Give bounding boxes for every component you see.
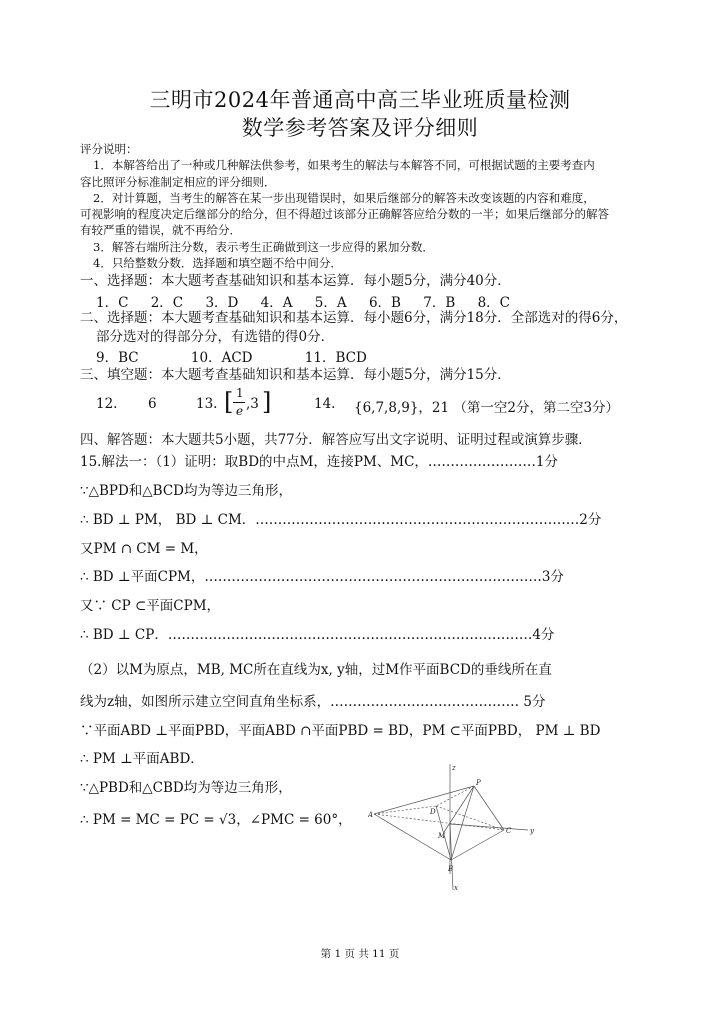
solution-line: ∴ BD ⊥ PM， BD ⊥ CM．………………………………………………………………2分 [80,512,602,528]
answer-item: 2．C [150,295,184,311]
section3-heading: 三、填空题：本大题考查基础知识和基本运算．每小题5分，满分15分． [80,367,511,383]
label-M: M [438,832,446,840]
section2-answers [96,346,415,366]
note-2c: 有较严重的错误，就不再给分． [80,223,241,237]
solution-line: ∴ BD ⊥ CP．………………………………………………………………………4分 [80,627,555,643]
solution-line: 又PM ∩ CM = M， [80,541,208,557]
solution-line: 线为z轴，如图所示建立空间直角坐标系，…………………………………… 5分 [80,694,546,710]
section3-answers [96,388,676,432]
solution-line: ∵△BPD和△BCD均为等边三角形， [80,483,293,499]
bracket-right: ] [262,388,272,416]
label-C: C [506,827,512,835]
solution-line: ∴ PM = MC = PC = √3，∠PMC = 60°， [80,812,352,828]
note-1a: 1．本解答给出了一种或几种解法供参考，如果考生的解法与本解答不同，可根据试题的主要考查内 [93,158,595,172]
edge-PC [474,786,504,830]
label-y: y [530,827,534,835]
label-A: A [368,811,374,819]
note-3: 3．解答右端所注分数，表示考生正确做到这一步应得的累加分数． [93,240,434,254]
section2-heading-b: 部分选对的得部分分，有选错的得0分． [96,329,335,345]
answer-item: 3．D [205,295,239,311]
note-1b: 容比照评分标准制定相应的评分细则． [80,175,276,189]
q13-number: 13. [196,396,218,412]
section1-heading: 一、选择题：本大题考查基础知识和基本运算．每小题5分，满分40分． [80,273,511,289]
q14-answer: {6,7,8,9}，21 （第一空2分，第二空3分） [354,400,620,416]
answer-item: 9．BC [96,350,139,366]
document-subtitle: 数学参考答案及评分细则 [241,116,479,140]
answer-item: 11．BCD [304,350,367,366]
q12-answer: 6 [148,396,157,412]
answer-item: 10．ACD [190,350,253,366]
q12-number: 12. [96,396,118,412]
section4-heading: 四、解答题：本大题共5小题，共77分．解答应写出文字说明、证明过程或演算步骤． [80,432,592,448]
label-P: P [476,779,481,787]
solution-line: （2）以M为原点，MB, MC所在直线为x, y轴，过M作平面BCD的垂线所在直 [80,662,552,678]
section2-heading-a: 二、选择题：本大题考查基础知识和基本运算．每小题6分，满分18分．全部选对的得6分， [80,310,628,326]
note-2a: 2．对计算题，当考生的解答在某一步出现错误时，如果后继部分的解答未改变该题的内容和难度， [93,191,595,205]
solution-line: ∵平面ABD ⊥平面PBD，平面ABD ∩平面PBD = BD，PM ⊂平面PBD， PM ⊥ BD [80,723,601,739]
label-B: B [448,865,454,873]
answer-item: 7．B [423,295,456,311]
q14-number: 14. [314,396,336,412]
solution-line: 15.解法一：（1）证明：取BD的中点M，连接PM、MC，……………………1分 [80,454,559,470]
q13-answer-tail: ,3 [246,396,259,412]
bracket-left: [ [224,388,234,416]
answer-item: 4．A [260,295,293,311]
page-footer: 第 1 页 共 11 页 [320,948,400,960]
edge-AD [374,806,436,814]
answer-item: 6．B [368,295,401,311]
label-x: x [454,884,458,892]
label-z: z [452,764,456,772]
edge-PD [436,786,474,806]
fraction-numerator: 1 [236,386,244,400]
scoring-notes-heading: 评分说明： [80,142,138,156]
solution-line: ∴ BD ⊥平面CPM，…………………………………………………………………3分 [80,569,564,585]
fraction-denominator: e [236,404,244,418]
answer-item: 5．A [314,295,347,311]
note-4: 4．只给整数分数．选择题和填空题不给中间分． [93,256,342,270]
solution-line: ∴ PM ⊥平面ABD． [80,751,204,767]
fraction-bar [233,402,245,403]
note-2b: 可视影响的程度决定后继部分的给分，但不得超过该部分正确解答应给分数的一半；如果后继部分的解答 [80,207,609,221]
answer-item: 8．C [477,295,510,311]
solution-line: 又∵ CP ⊂平面CPM， [80,598,221,614]
edge-AP [374,786,474,814]
label-D: D [430,808,436,816]
solution-line: ∵△PBD和△CBD均为等边三角形， [80,780,292,796]
edge-DC [436,806,504,830]
document-title: 三明市2024年普通高中高三毕业班质量检测 [149,88,571,112]
answer-item: 1．C [96,295,129,311]
coordinate-diagram [368,762,538,892]
